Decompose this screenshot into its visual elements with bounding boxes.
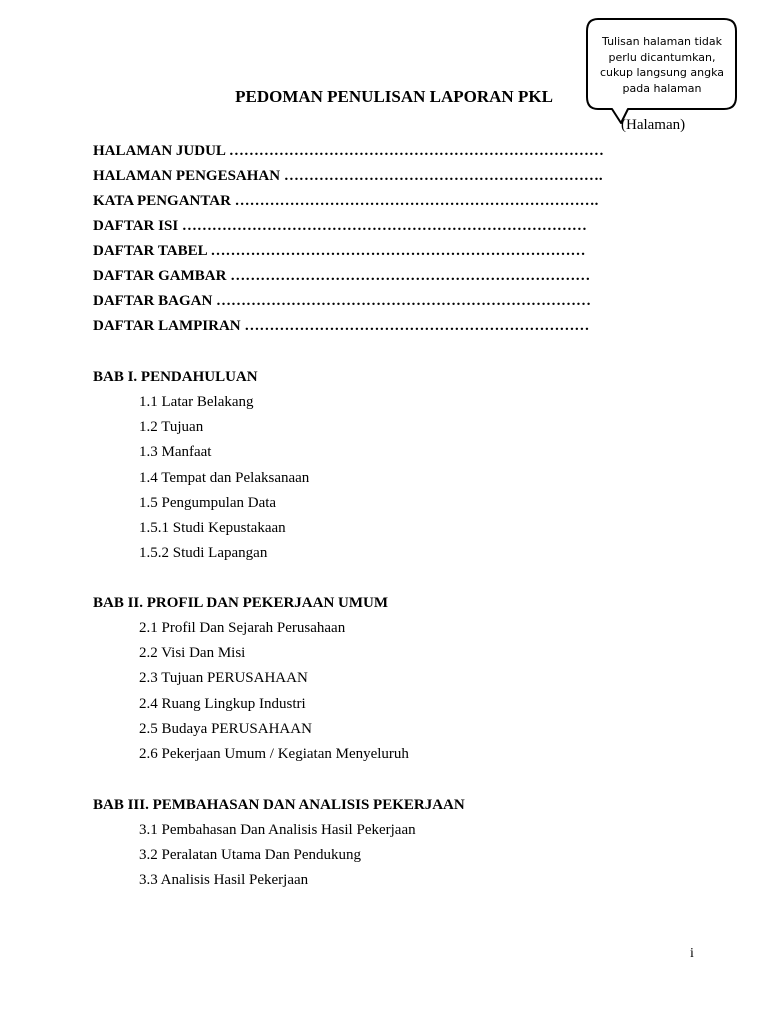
- chapter-item: 1.5.2 Studi Lapangan: [139, 545, 268, 562]
- front-matter-item: KATA PENGANTAR ……………………………………………………………….: [93, 193, 599, 209]
- chapter-item: 1.5.1 Studi Kepustakaan: [139, 519, 286, 536]
- front-matter-item: DAFTAR GAMBAR ………………………………………………………………: [93, 268, 591, 284]
- chapter-item: 1.1 Latar Belakang: [139, 394, 254, 410]
- chapter-item: 3.1 Pembahasan Dan Analisis Hasil Pekerjaan: [139, 822, 416, 838]
- chapter-item: 3.2 Peralatan Utama Dan Pendukung: [139, 847, 362, 864]
- front-matter-item: DAFTAR LAMPIRAN ……………………………………………………………: [93, 318, 590, 334]
- callout-text: Tulisan halaman tidak perlu dicantumkan, cukup langsung angka pada halaman: [599, 35, 725, 95]
- front-matter-list: [93, 141, 604, 341]
- page-title: PEDOMAN PENULISAN LAPORAN PKL: [235, 87, 553, 106]
- chapter-3: [93, 795, 465, 896]
- chapter-heading: BAB III. PEMBAHASAN DAN ANALISIS PEKERJAAN: [93, 797, 465, 813]
- page-column-label: (Halaman): [621, 117, 686, 133]
- front-matter-item: DAFTAR ISI ………………………………………………………………………: [93, 218, 587, 234]
- front-matter-item: HALAMAN PENGESAHAN ……………………………………………………….: [93, 168, 603, 184]
- chapter-item: 1.4 Tempat dan Pelaksanaan: [139, 469, 310, 486]
- chapter-item: 2.5 Budaya PERUSAHAAN: [139, 720, 312, 737]
- front-matter-item: DAFTAR BAGAN …………………………………………………………………: [93, 293, 592, 309]
- chapter-item-list: [93, 618, 409, 769]
- chapter-item: 3.3 Analisis Hasil Pekerjaan: [139, 872, 309, 889]
- chapter-item: 1.2 Tujuan: [139, 419, 204, 436]
- chapter-item: 2.2 Visi Dan Misi: [139, 645, 246, 662]
- front-matter-item: DAFTAR TABEL …………………………………………………………………: [93, 243, 586, 259]
- front-matter-item: HALAMAN JUDUL …………………………………………………………………: [93, 143, 604, 159]
- chapter-heading: BAB II. PROFIL DAN PEKERJAAN UMUM: [93, 595, 389, 611]
- chapter-item-list: [93, 820, 465, 896]
- chapter-item: 2.1 Profil Dan Sejarah Perusahaan: [139, 620, 346, 636]
- chapter-1: [93, 367, 309, 568]
- chapter-item: 1.3 Manfaat: [139, 444, 212, 461]
- chapter-item: 2.3 Tujuan PERUSAHAAN: [139, 670, 308, 687]
- chapter-item: 1.5 Pengumpulan Data: [139, 494, 277, 511]
- chapter-item-list: [93, 392, 309, 568]
- page-number: i: [690, 946, 694, 961]
- chapter-item: 2.6 Pekerjaan Umum / Kegiatan Menyeluruh: [139, 745, 409, 762]
- callout-note: [586, 18, 736, 108]
- chapter-2: [93, 593, 409, 769]
- chapter-item: 2.4 Ruang Lingkup Industri: [139, 695, 306, 712]
- chapter-heading: BAB I. PENDAHULUAN: [93, 369, 258, 385]
